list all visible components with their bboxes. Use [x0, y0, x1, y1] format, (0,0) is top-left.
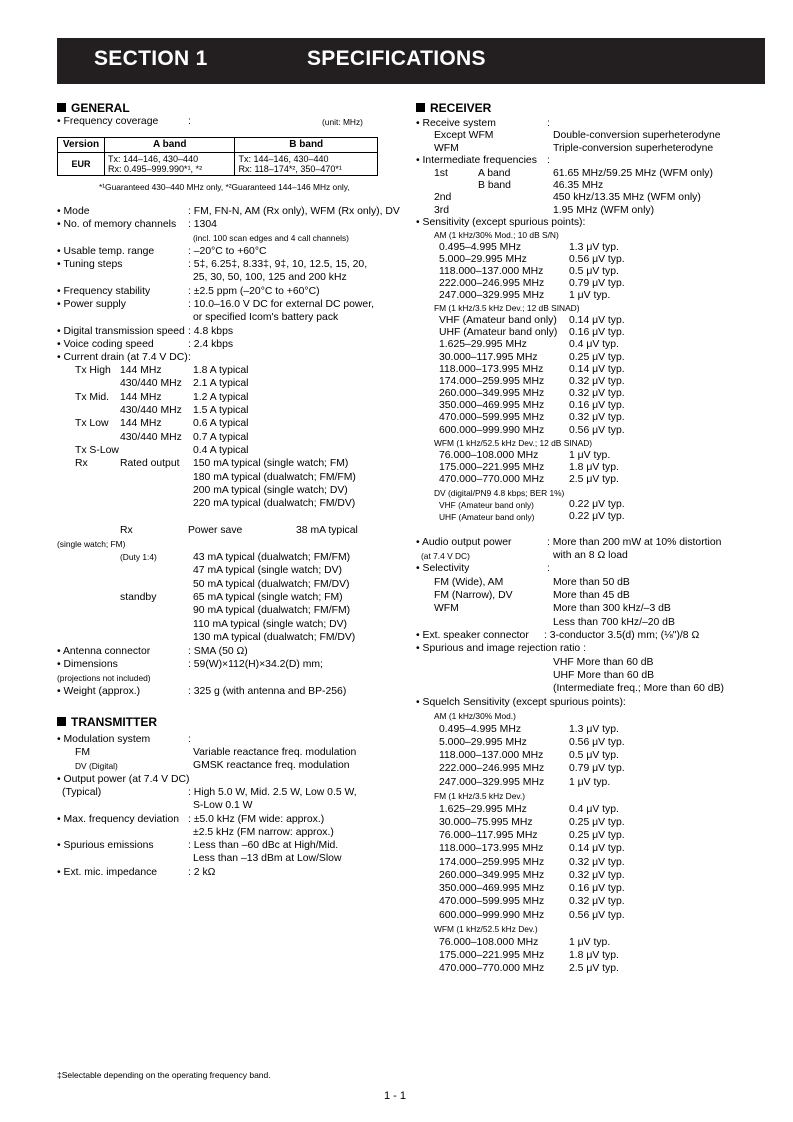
squelch-am-header: AM (1 kHz/30% Mod.) [434, 711, 516, 721]
speaker-value: : 3-conductor 3.5(d) mm; (⅛")/8 Ω [544, 630, 700, 641]
freq-coverage-colon: : [188, 116, 191, 127]
table-cell-b-band: Tx: 144–146, 430–440 Rx: 118–174*², 350–470*¹ [235, 153, 378, 176]
sensitivity-am-header: AM (1 kHz/30% Mod.; 10 dB S/N) [434, 230, 559, 240]
squelch-wfm-header: WFM (1 kHz/52.5 kHz Dev.) [434, 924, 538, 934]
tuning-label: • Tuning steps [57, 259, 123, 270]
rx-powersave-value: 38 mA typical [296, 525, 358, 536]
power-label: • Power supply [57, 299, 126, 310]
deviation-value-cont: ±2.5 kHz (FM narrow: approx.) [193, 827, 334, 838]
sensitivity-label: • Sensitivity (except spurious points): [416, 217, 586, 228]
transmitter-heading: TRANSMITTER [57, 716, 157, 729]
list-item: 90 mA typical (dualwatch; FM/FM) [193, 605, 351, 616]
memory-value: : 1304 [188, 219, 217, 230]
output-power-value-cont: S-Low 0.1 W [193, 800, 253, 811]
squelch-label: • Squelch Sensitivity (except spurious points): [416, 697, 626, 708]
modulation-label: • Modulation system [57, 734, 151, 745]
fm-value: Variable reactance freq. modulation [193, 747, 357, 758]
dts-label: • Digital transmission speed [57, 326, 185, 337]
tuning-value-cont: 25, 30, 50, 100, 125 and 200 kHz [193, 272, 347, 283]
squelch-fm-header: FM (1 kHz/3.5 kHz Dev.) [434, 791, 526, 801]
freq-coverage-label: • Frequency coverage [57, 116, 159, 127]
audio-output-value: : More than 200 mW at 10% distortion [547, 537, 722, 548]
rx-powersave-note: (single watch; FM) [57, 539, 126, 549]
receiver-heading: RECEIVER [416, 102, 491, 115]
list-item: VHF More than 60 dB [553, 657, 654, 668]
mic-label: • Ext. mic. impedance [57, 867, 158, 878]
except-wfm-value: Double-conversion superheterodyne [553, 130, 721, 141]
dimensions-label: • Dimensions [57, 659, 118, 670]
frequency-table [57, 137, 378, 176]
standby-label: standby [120, 592, 157, 603]
section-header [57, 38, 765, 84]
if-aband-value: 61.65 MHz/59.25 MHz (WFM only) [553, 168, 713, 179]
power-value: : 10.0–16.0 V DC for external DC power, [188, 299, 374, 310]
duty-label: (Duty 1:4) [120, 552, 157, 562]
page-number: 1 - 1 [384, 1090, 407, 1102]
mode-label: • Mode [57, 206, 90, 217]
dts-value: : 4.8 kbps [188, 326, 234, 337]
table-header: B band [235, 138, 378, 153]
if-1st: 1st [434, 168, 448, 179]
table-note: *¹Guaranteed 430–440 MHz only, *²Guaranteed 144–146 MHz only, [99, 182, 350, 192]
drain-label: • Current drain (at 7.4 V DC) [57, 352, 188, 363]
sensitivity-fm-header: FM (1 kHz/3.5 kHz Dev.; 12 dB SINAD) [434, 303, 580, 313]
table-header-row [58, 138, 378, 153]
modulation-colon: : [188, 734, 191, 745]
list-item: (Intermediate freq.; More than 60 dB) [553, 683, 724, 694]
if-bband-value: 46.35 MHz [553, 180, 604, 191]
table-header: A band [105, 138, 235, 153]
if-colon: : [547, 155, 550, 166]
list-item: 47 mA typical (single watch; DV) [193, 565, 342, 576]
rx-powersave-label: Rx [120, 525, 133, 536]
list-item: 65 mA typical (single watch; FM) [193, 592, 343, 603]
memory-note: (incl. 100 scan edges and 4 call channels) [193, 233, 349, 243]
antenna-value: : SMA (50 Ω) [188, 646, 248, 657]
sensitivity-dv-header: DV (digital/PN9 4.8 kbps; BER 1%) [434, 488, 565, 498]
table-cell-a-band: Tx: 144–146, 430–440 Rx: 0.495–999.990*¹, *² [105, 153, 235, 176]
wfm-label: WFM [434, 143, 459, 154]
footnote: ‡Selectable depending on the operating frequency band. [57, 1070, 271, 1080]
stability-value: : ±2.5 ppm (–20°C to +60°C) [188, 286, 320, 297]
temp-label: • Usable temp. range [57, 246, 155, 257]
if-label: • Intermediate frequencies [416, 155, 537, 166]
selectivity-colon: : [547, 563, 550, 574]
section-number: SECTION 1 [94, 47, 208, 70]
selectivity-label: • Selectivity [416, 563, 470, 574]
deviation-value: : ±5.0 kHz (FM wide: approx.) [188, 814, 325, 825]
table-cell-version: EUR [58, 153, 105, 176]
dv-value: GMSK reactance freq. modulation [193, 760, 350, 771]
temp-value: : –20°C to +60°C [188, 246, 267, 257]
wfm-value: Triple-conversion superheterodyne [553, 143, 714, 154]
fm-label: FM [75, 747, 91, 758]
list-item: 50 mA typical (dualwatch; FM/DV) [193, 579, 350, 590]
spurious-value: : Less than –60 dBc at High/Mid. [188, 840, 339, 851]
if-2nd-value: 450 kHz/13.35 MHz (WFM only) [553, 192, 701, 203]
weight-value: : 325 g (with antenna and BP-256) [188, 686, 347, 697]
section-title: SPECIFICATIONS [307, 47, 486, 70]
dimensions-value: : 59(W)×112(H)×34.2(D) mm; [188, 659, 323, 670]
output-power-sub: (Typical) [62, 787, 102, 798]
vcs-value: : 2.4 kbps [188, 339, 234, 350]
list-item: UHF More than 60 dB [553, 670, 655, 681]
list-item: 110 mA typical (single watch; DV) [193, 619, 347, 630]
memory-label: • No. of memory channels [57, 219, 177, 230]
receive-system-label: • Receive system [416, 118, 496, 129]
table-header: Version [58, 138, 105, 153]
weight-label: • Weight (approx.) [57, 686, 141, 697]
if-3rd: 3rd [434, 205, 450, 216]
receive-system-colon: : [547, 118, 550, 129]
unit-note: (unit: MHz) [322, 117, 363, 127]
speaker-label: • Ext. speaker connector [416, 630, 529, 641]
antenna-label: • Antenna connector [57, 646, 151, 657]
spurious-label: • Spurious emissions [57, 840, 154, 851]
general-heading: GENERAL [57, 102, 130, 115]
audio-output-label: • Audio output power [416, 537, 512, 548]
table-row [58, 153, 378, 176]
mic-value: : 2 kΩ [188, 867, 216, 878]
tuning-value: : 5‡, 6.25‡, 8.33‡, 9‡, 10, 12.5, 15, 20, [188, 259, 368, 270]
except-wfm-label: Except WFM [434, 130, 494, 141]
list-item: 130 mA typical (dualwatch; FM/DV) [193, 632, 356, 643]
if-2nd: 2nd [434, 192, 452, 203]
drain-colon: : [188, 352, 191, 363]
audio-output-sub: (at 7.4 V DC) [421, 551, 470, 561]
dimensions-note: (projections not included) [57, 673, 151, 683]
output-power-value: : High 5.0 W, Mid. 2.5 W, Low 0.5 W, [188, 787, 357, 798]
output-power-label: • Output power (at 7.4 V DC) [57, 774, 190, 785]
list-item: 43 mA typical (dualwatch; FM/FM) [193, 552, 351, 563]
audio-output-value-cont: with an 8 Ω load [553, 550, 628, 561]
power-value-cont: or specified Icom's battery pack [193, 312, 339, 323]
vcs-label: • Voice coding speed [57, 339, 154, 350]
spurious-value-cont: Less than –13 dBm at Low/Slow [193, 853, 342, 864]
if-3rd-value: 1.95 MHz (WFM only) [553, 205, 655, 216]
if-aband: A band [478, 168, 511, 179]
deviation-label: • Max. frequency deviation [57, 814, 180, 825]
stability-label: • Frequency stability [57, 286, 151, 297]
sensitivity-wfm-header: WFM (1 kHz/52.5 kHz Dev.; 12 dB SINAD) [434, 438, 593, 448]
dv-label: DV (Digital) [75, 761, 118, 771]
rx-powersave-mode: Power save [188, 525, 243, 536]
spurious-rejection-label: • Spurious and image rejection ratio : [416, 643, 586, 654]
mode-value: : FM, FN-N, AM (Rx only), WFM (Rx only), DV [188, 206, 400, 217]
if-bband: B band [478, 180, 511, 191]
